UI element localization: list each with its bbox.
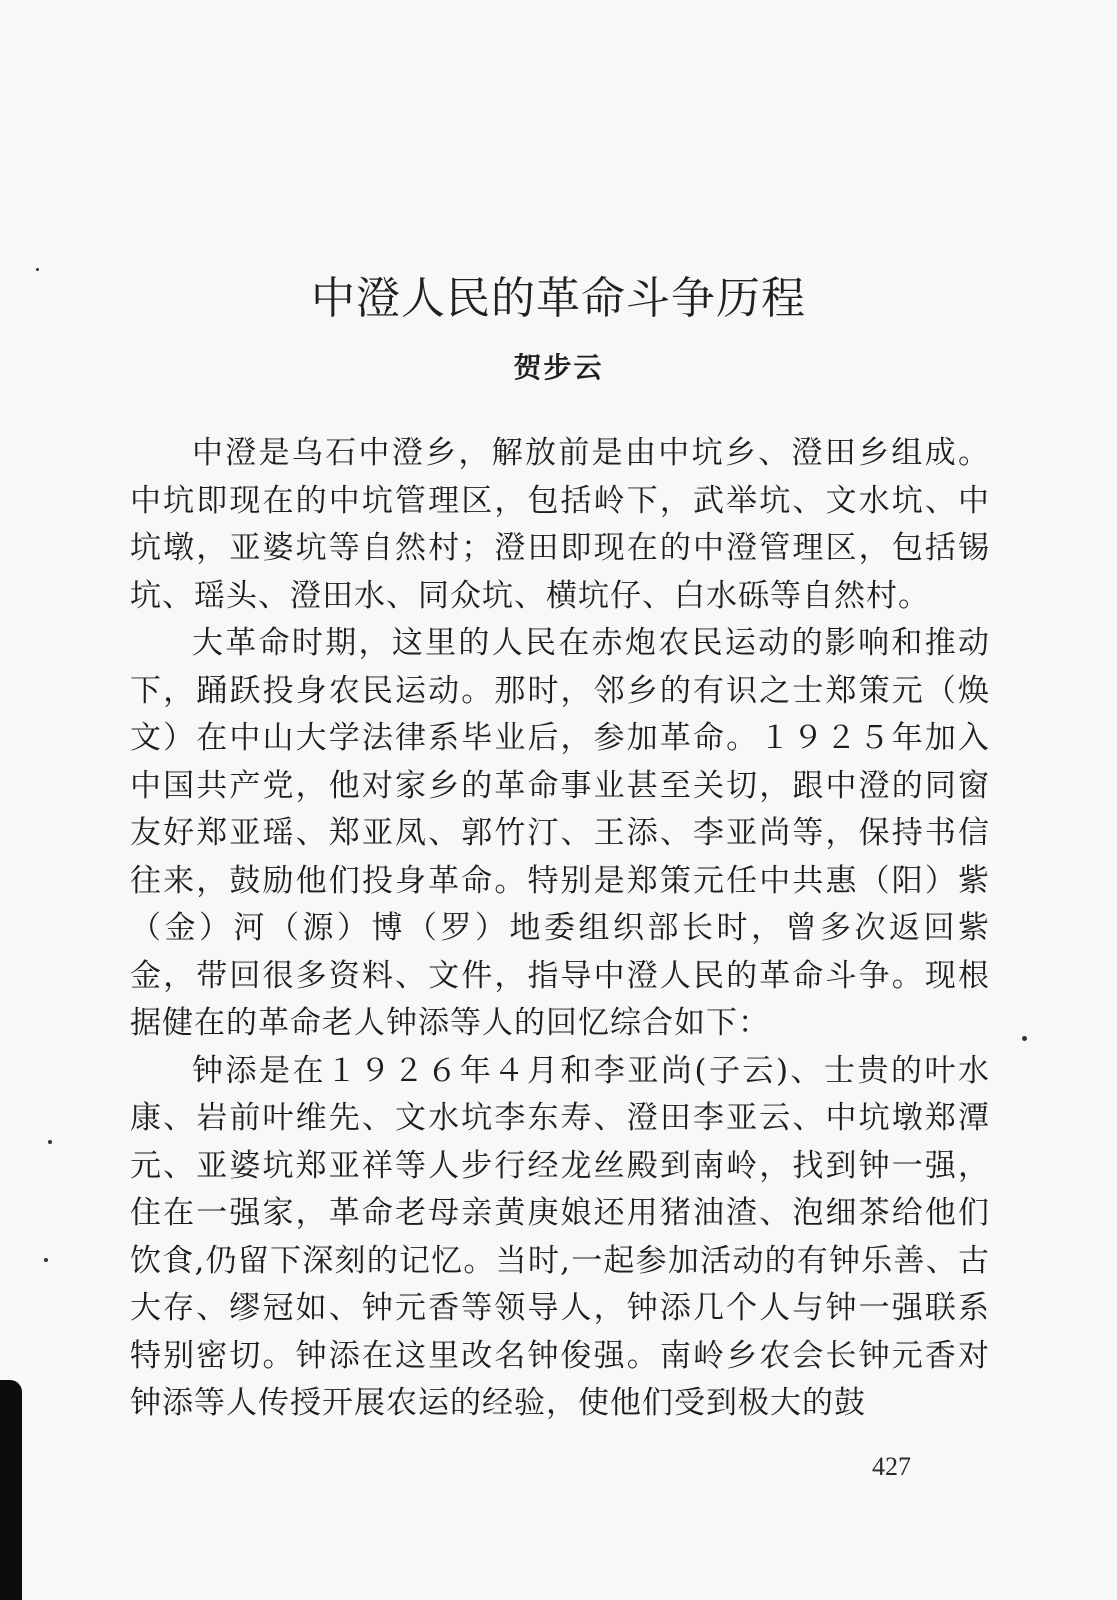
scan-shadow [0,1380,22,1600]
scan-speck [48,1140,52,1144]
paragraph: 中澄是乌石中澄乡，解放前是由中坑乡、澄田乡组成。中坑即现在的中坑管理区，包括岭下，武举坑、文水坑、中坑墩，亚婆坑等自然村；澄田即现在的中澄管理区，包括锡坑、瑶头、澄田水、同众坑、横坑仔、白水砾等自然村。 [130,435,990,614]
paragraph: 钟添是在１９２６年４月和李亚尚(子云)、士贵的叶水康、岩前叶维先、文水坑李东寿、澄田李亚云、中坑墩郑潭元、亚婆坑郑亚祥等人步行经龙丝殿到南岭，找到钟一强，住在一强家，革命老母亲黄庚娘还用猪油渣、泡细茶给他们饮食,仍留下深刻的记忆。当时,一起参加活动的有钟乐善、古大存、缪冠如、钟元香等领导人，钟添几个人与钟一强联系特别密切。钟添在这里改名钟俊强。南岭乡农会长钟元香对钟添等人传授开展农运的经验，使他们受到极大的鼓 [130,1052,990,1421]
scan-speck [36,268,39,271]
scan-speck [1022,1036,1027,1041]
paragraph: 大革命时期，这里的人民在赤炮农民运动的影响和推动下，踊跃投身农民运动。那时，邻乡的有识之士郑策元（焕文）在中山大学法律系毕业后，参加革命。１９２５年加入中国共产党，他对家乡的革命事业甚至关切，跟中澄的同窗友好郑亚瑶、郑亚凤、郭竹汀、王添、李亚尚等，保持书信往来，鼓励他们投身革命。特别是郑策元任中共惠（阳）紫（金）河（源）博（罗）地委组织部长时，曾多次返回紫金，带回很多资料、文件，指导中澄人民的革命斗争。现根据健在的革命老人钟添等人的回忆综合如下： [130,625,990,1041]
article-author: 贺步云 [513,351,604,384]
scan-speck [44,1258,48,1262]
page-number: 427 [872,1452,911,1481]
article-body [130,430,990,1428]
article-title: 中澄人民的革命斗争历程 [311,273,806,324]
